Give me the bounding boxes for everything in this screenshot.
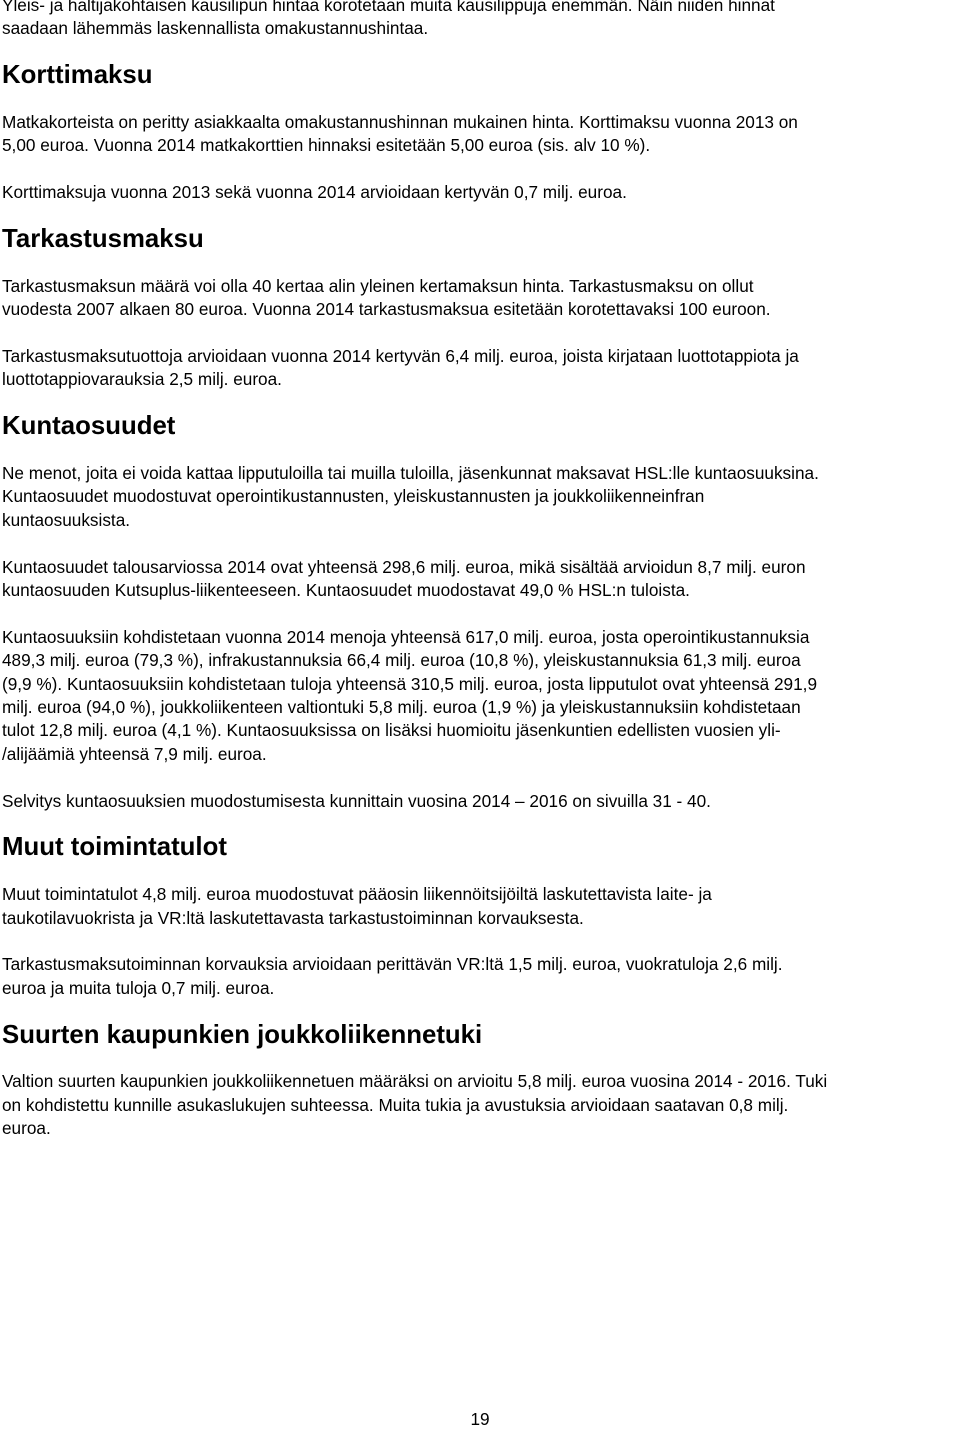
section-heading-tarkastusmaksu: Tarkastusmaksu xyxy=(2,225,204,253)
muut-toimintatulot-paragraph-2: Tarkastusmaksutoiminnan korvauksia arvioidaan perittävän VR:ltä 1,5 milj. euroa, vuokratuloja 2,6 milj. euroa ja muita tuloja 0,7 milj. euroa. xyxy=(2,954,783,998)
kuntaosuudet-paragraph-3: Kuntaosuuksiin kohdistetaan vuonna 2014 menoja yhteensä 617,0 milj. euroa, josta operointikustannuksia 489,3 milj. euroa (79,3 %), infrakustannuksia 66,4 milj. euroa (10,8 %), yleiskustannuksia 61,3 milj. euroa (9,9 %). Kuntaosuuksiin kohdistetaan tuloja yhteensä 310,5 milj. euroa, josta lipputulot ovat yhteensä 291,9 milj. euroa (94,0 %), joukkoliikenteen valtiontuki 5,8 milj. euroa (1,9 %) ja yleiskustannuksiin kohdistetaan tulot 12,8 milj. euroa (4,1 %). Kuntaosuuksissa on lisäksi huomioitu jäsenkuntien edellisten vuosien yli- /alijäämiä yhteensä 7,9 milj. euroa. xyxy=(2,626,818,764)
section-heading-korttimaksu: Korttimaksu xyxy=(2,61,153,90)
kuntaosuudet-paragraph-4: Selvitys kuntaosuuksien muodostumisesta kunnittain vuosina 2014 – 2016 on sivuilla 31 - 40. xyxy=(2,790,711,811)
intro-paragraph: Yleis- ja haltijakohtaisen kausilipun hintaa korotetaan muita kausilippuja enemmän. Näin niiden hinnat saadaan lähemmäs laskennallista omakustannushintaa. xyxy=(2,0,775,39)
section-heading-joukkoliikennetuki: Suurten kaupunkien joukkoliikennetuki xyxy=(2,1020,483,1049)
document-page xyxy=(2,0,958,1164)
korttimaksu-paragraph-1: Matkakorteista on peritty asiakkaalta omakustannushinnan mukainen hinta. Korttimaksu vuonna 2013 on 5,00 euroa. Vuonna 2014 matkakorttien hinnaksi esitetään 5,00 euroa (sis. alv 10 %). xyxy=(2,112,798,156)
korttimaksu-paragraph-2: Korttimaksuja vuonna 2013 sekä vuonna 2014 arvioidaan kertyvän 0,7 milj. euroa. xyxy=(2,182,627,203)
joukkoliikennetuki-paragraph-1: Valtion suurten kaupunkien joukkoliikennetuen määräksi on arvioitu 5,8 milj. euroa vuosina 2014 - 2016. Tuki on kohdistettu kunnille asukaslukujen suhteessa. Muita tukia ja avustuksia arvioidaan saatavan 0,8 milj. euroa. xyxy=(2,1071,828,1139)
tarkastusmaksu-paragraph-1: Tarkastusmaksun määrä voi olla 40 kertaa alin yleinen kertamaksun hinta. Tarkastusmaksu on ollut vuodesta 2007 alkaen 80 euroa. Vuonna 2014 tarkastusmaksua esitetään korotettavaksi 100 euroon. xyxy=(2,275,771,320)
kuntaosuudet-paragraph-2: Kuntaosuudet talousarviossa 2014 ovat yhteensä 298,6 milj. euroa, mikä sisältää arvioidun 8,7 milj. euron kuntaosuuden Kutsuplus-liikenteeseen. Kuntaosuudet muodostavat 49,0 % HSL:n tuloista. xyxy=(2,556,806,601)
section-heading-muut-toimintatulot: Muut toimintatulot xyxy=(2,833,227,862)
tarkastusmaksu-paragraph-2: Tarkastusmaksutuottoja arvioidaan vuonna 2014 kertyvän 6,4 milj. euroa, joista kirjataan luottotappiota ja luottotappiovarauksia 2,5 milj. euroa. xyxy=(2,346,799,390)
page-number: 19 xyxy=(470,1409,490,1429)
muut-toimintatulot-paragraph-1: Muut toimintatulot 4,8 milj. euroa muodostuvat pääosin liikennöitsijöiltä laskutettavista laite- ja taukotilavuokrista ja VR:ltä laskutettavasta tarkastustoiminnan korvauksesta. xyxy=(2,884,712,928)
section-heading-kuntaosuudet: Kuntaosuudet xyxy=(2,412,176,441)
kuntaosuudet-paragraph-1: Ne menot, joita ei voida kattaa lipputuloilla tai muilla tuloilla, jäsenkunnat maksavat HSL:lle kuntaosuuksina. Kuntaosuudet muodostuvat operointikustannusten, yleiskustannusten ja joukkoliikenneinfran kuntaosuuksista. xyxy=(2,463,819,530)
